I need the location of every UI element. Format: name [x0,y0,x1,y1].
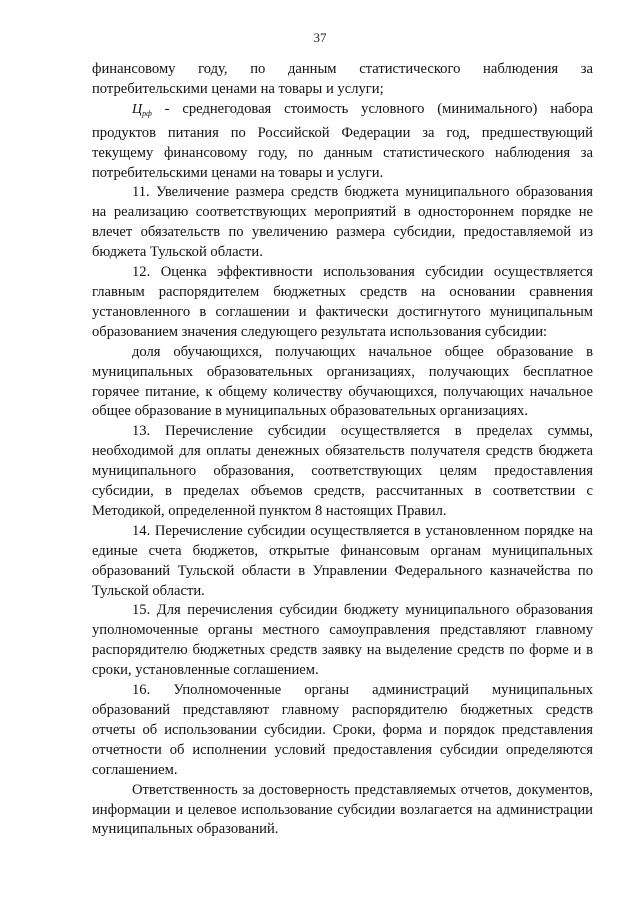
document-body [92,60,593,840]
paragraph-symbol-definition [92,100,593,184]
symbol-definition-text: - среднегодовая стоимость условного (минимального) набора продуктов питания по Российской Федерации за год, предшествующий текущему финансовому году, по данным статистического наблюдения за потребительскими ценами на товары и услуги. [92,100,593,181]
paragraph-15: 15. Для перечисления субсидии бюджету муниципального образования уполномоченные органы местного самоуправления представляют главному распорядителю бюджетных средств заявку на выделение средств по форме и в сроки, установленные соглашением. [92,602,593,679]
paragraph-13: 13. Перечисление субсидии осуществляется в пределах суммы, необходимой для оплаты денежных обязательств получателя средств бюджета муниципального образования, соответствующих целям предоставления субсидии, в пределах объемов средств, рассчитанных в соответствии с Методикой, определенной пунктом 8 настоящих Правил. [92,423,593,519]
paragraph-12: 12. Оценка эффективности использования субсидии осуществляется главным распорядителем бюджетных средств на основании сравнения установленного в соглашении и фактически достигнутого муниципальным образованием значения следующего результата использования субсидии: [92,264,593,340]
page-number: 37 [313,30,327,45]
paragraph-continuation: финансовому году, по данным статистического наблюдения за потребительскими ценами на товары и услуги; [92,61,593,97]
paragraph-14: 14. Перечисление субсидии осуществляется в установленном порядке на единые счета бюджетов, открытые финансовым органам муниципальных образований Тульской области в Управлении Федерального казначейства по Тульской области. [92,522,593,599]
paragraph-result-indicator: доля обучающихся, получающих начальное общее образование в муниципальных образовательных организациях, получающих бесплатное горячее питание, к общему количеству обучающихся, получающих начальное общее образование в муниципальных образовательных организациях. [92,343,593,420]
formula-symbol: $Ц_{рф}$ [132,101,152,118]
paragraph-responsibility: Ответственность за достоверность представляемых отчетов, документов, информации и целевое использование субсидии возлагается на администрации муниципальных образований. [92,781,593,838]
paragraph-16: 16. Уполномоченные органы администраций муниципальных образований представляют главному распорядителю бюджетных средств отчеты об использовании субсидии. Сроки, форма и порядок представления отчетности об исполнении условий предоставления субсидии определяются соглашением. [92,682,593,778]
paragraph-11: 11. Увеличение размера средств бюджета муниципального образования на реализацию соответствующих мероприятий в одностороннем порядке не влечет обязательств по увеличению размера субсидии, предоставляемой из бюджета Тульской области. [92,184,593,261]
